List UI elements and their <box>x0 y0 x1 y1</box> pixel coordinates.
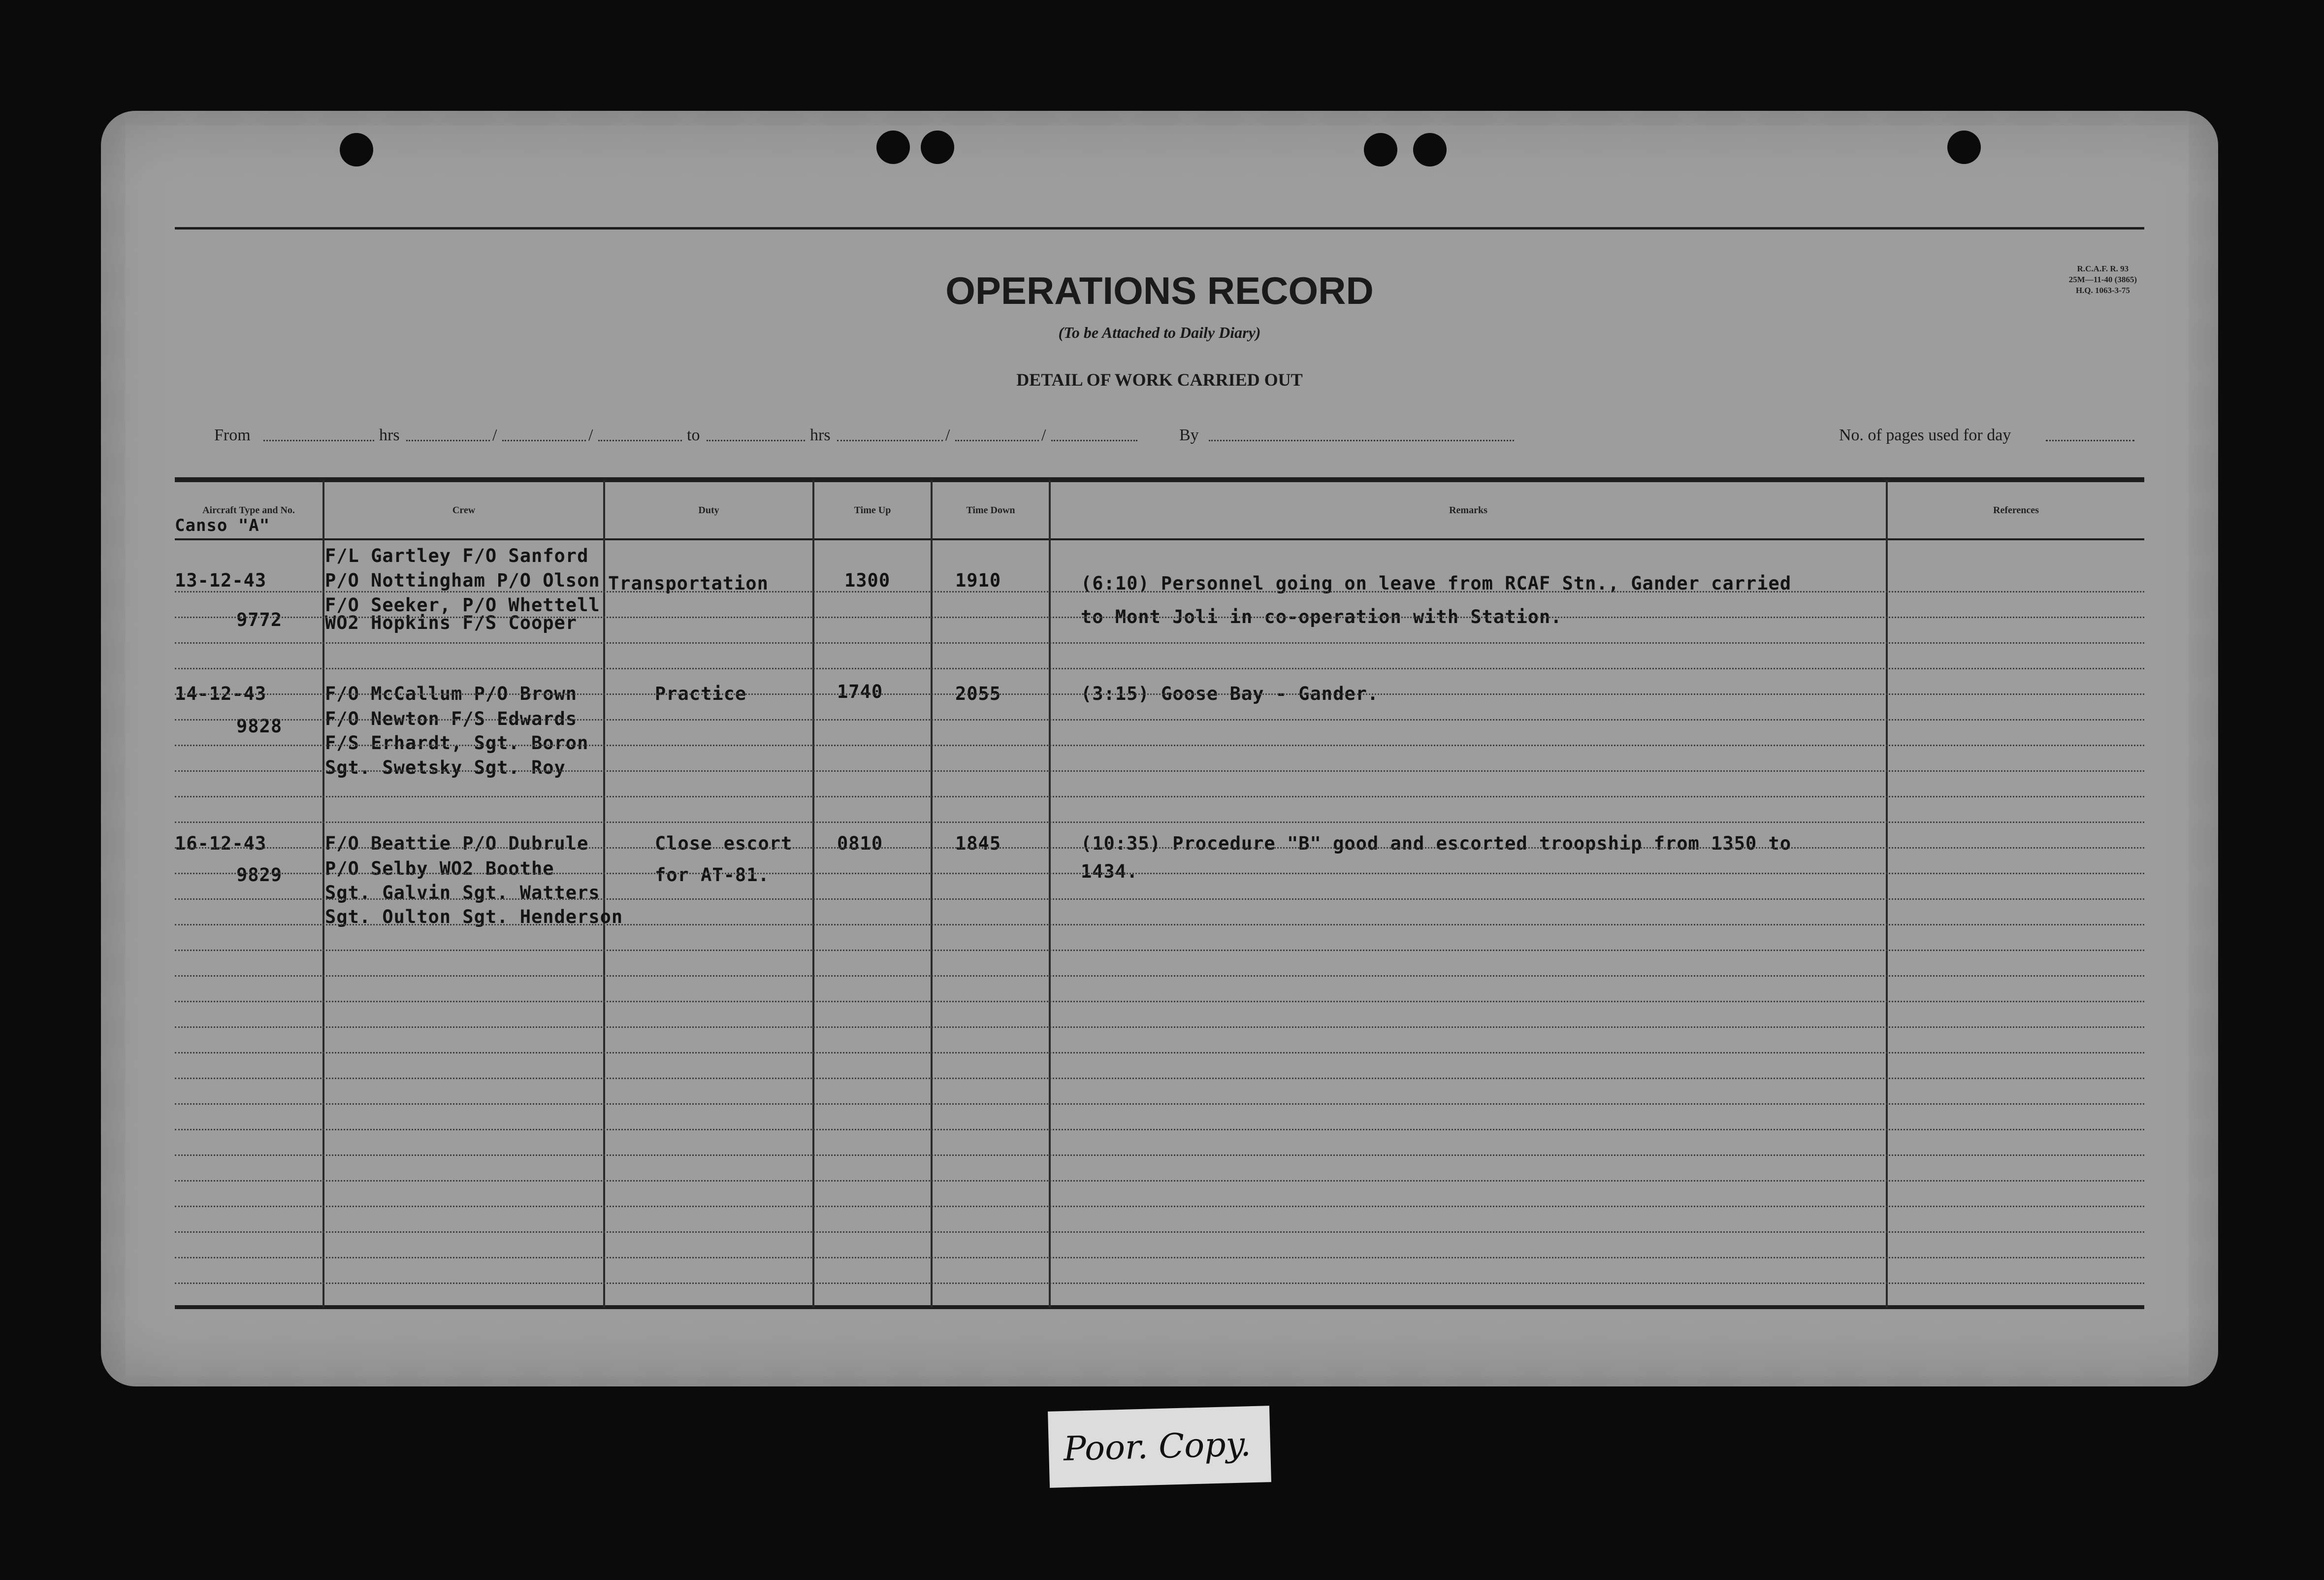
ruled-line <box>175 745 2144 746</box>
entry-time-down: 1845 <box>955 833 1001 854</box>
entry-aircraft-no: 9829 <box>236 864 283 886</box>
entry-duty: Practice <box>655 683 747 704</box>
ruled-line <box>175 1257 2144 1258</box>
ruled-line <box>175 1001 2144 1002</box>
ruled-line <box>175 1129 2144 1130</box>
column-divider <box>323 480 324 1308</box>
ruled-line <box>175 591 2144 592</box>
ruled-line <box>175 1206 2144 1207</box>
table-top-rule <box>175 477 2144 482</box>
entry-crew-line: F/S Erhardt, Sgt. Boron <box>325 732 589 754</box>
punch-hole <box>876 131 910 164</box>
ruled-line <box>175 975 2144 977</box>
table-bottom-rule <box>175 1305 2144 1309</box>
ruled-line <box>175 1052 2144 1053</box>
header-crew: Crew <box>452 505 476 516</box>
entry-time-down: 2055 <box>955 683 1001 704</box>
punch-hole <box>921 131 954 164</box>
hrs-label: hrs <box>810 426 831 444</box>
entry-date: 16-12-43 <box>175 833 267 854</box>
entry-remarks-line: 1434. <box>1081 861 1138 882</box>
ruled-line <box>175 1231 2144 1233</box>
ruled-line <box>175 950 2144 951</box>
punch-hole <box>340 133 373 166</box>
entry-crew-line: F/O McCallum P/O Brown <box>325 683 578 704</box>
punch-hole <box>1413 133 1447 166</box>
entry-aircraft-no: 9828 <box>236 716 283 737</box>
period-line <box>175 426 2144 451</box>
from-label: From <box>214 426 251 444</box>
aircraft-type: Canso "A" <box>175 516 270 535</box>
ruled-line <box>175 719 2144 721</box>
top-rule <box>175 227 2144 230</box>
slash: / <box>945 426 950 444</box>
header-duty: Duty <box>698 505 719 516</box>
pages-label: No. of pages used for day <box>1839 426 2011 444</box>
slash: / <box>1041 426 1046 444</box>
entry-remarks-line: (6:10) Personnel going on leave from RCAF Stn., Gander carried <box>1081 573 1792 594</box>
header-time-down: Time Down <box>966 505 1015 516</box>
entry-time-down: 1910 <box>955 570 1001 591</box>
ruled-line <box>175 822 2144 823</box>
slash: / <box>588 426 593 444</box>
hrs-label: hrs <box>379 426 400 444</box>
column-divider <box>931 480 933 1308</box>
ruled-line <box>175 796 2144 797</box>
entry-crew-line: Sgt. Galvin Sgt. Watters <box>325 882 600 903</box>
ruled-line <box>175 617 2144 618</box>
entry-remarks-line: (10:35) Procedure "B" good and escorted troopship from 1350 to <box>1081 833 1792 854</box>
entry-crew-line: F/O Newton F/S Edwards <box>325 708 578 729</box>
ruled-line <box>175 1154 2144 1156</box>
detail-heading: DETAIL OF WORK CARRIED OUT <box>1016 370 1303 390</box>
entry-time-up: 0810 <box>837 833 883 854</box>
entry-duty: Transportation <box>608 573 769 594</box>
entry-crew-line: F/O Seeker, P/O Whettell <box>325 594 600 616</box>
header-references: References <box>1993 505 2039 516</box>
to-label: to <box>687 426 700 444</box>
entry-time-up: 1300 <box>844 570 891 591</box>
form-subtitle: (To be Attached to Daily Diary) <box>1058 324 1261 341</box>
ruled-line <box>175 1180 2144 1182</box>
ruled-line <box>175 924 2144 925</box>
entry-duty: Close escort <box>655 833 793 854</box>
entry-crew-line: Sgt. Swetsky Sgt. Roy <box>325 757 566 778</box>
operations-record-card <box>101 111 2218 1386</box>
header-time-up: Time Up <box>854 505 891 516</box>
column-divider <box>812 480 814 1308</box>
entry-remarks-line: to Mont Joli in co-operation with Station. <box>1081 606 1562 627</box>
ruled-line <box>175 1078 2144 1079</box>
header-remarks: Remarks <box>1449 505 1487 516</box>
entry-crew-line: F/O Beattie P/O Dubrule <box>325 833 589 854</box>
by-label: By <box>1179 426 1199 444</box>
ruled-line <box>175 847 2144 849</box>
ruled-line <box>175 668 2144 669</box>
poor-copy-stamp <box>1048 1406 1271 1488</box>
entry-aircraft-no: 9772 <box>236 609 283 630</box>
column-divider <box>1049 480 1051 1308</box>
ruled-line <box>175 693 2144 695</box>
punch-hole <box>1947 131 1981 164</box>
entry-date: 14-12-43 <box>175 683 267 704</box>
ruled-line <box>175 1103 2144 1105</box>
entry-crew-line: Sgt. Oulton Sgt. Henderson <box>325 906 623 927</box>
ruled-line <box>175 642 2144 644</box>
column-divider <box>603 480 605 1308</box>
column-divider <box>1886 480 1888 1308</box>
entry-crew-line: F/L Gartley F/O Sanford <box>325 545 589 566</box>
header-aircraft: Aircraft Type and No. <box>202 505 295 516</box>
slash: / <box>492 426 497 444</box>
ruled-line <box>175 898 2144 900</box>
form-title: OPERATIONS RECORD <box>945 269 1374 312</box>
entry-crew-line: WO2 Hopkins F/S Cooper <box>325 612 578 633</box>
entry-remarks-line: (3:15) Goose Bay - Gander. <box>1081 683 1379 704</box>
entry-duty: for AT-81. <box>655 864 770 886</box>
entry-date: 13-12-43 <box>175 570 267 591</box>
form-number: R.C.A.F. R. 93 25M—11-40 (3865) H.Q. 1063-3-75 <box>2068 264 2137 295</box>
ruled-line <box>175 770 2144 772</box>
entry-crew-line: P/O Nottingham P/O Olson <box>325 570 600 591</box>
ruled-line <box>175 1283 2144 1284</box>
poor-copy-text: Poor. Copy. <box>1063 1425 1252 1469</box>
entry-time-up: 1740 <box>837 681 883 702</box>
punch-hole <box>1364 133 1397 166</box>
header-underline <box>175 538 2144 540</box>
ruled-line <box>175 1026 2144 1028</box>
entry-crew-line: P/O Selby WO2 Boothe <box>325 858 554 879</box>
ruled-line <box>175 873 2144 874</box>
